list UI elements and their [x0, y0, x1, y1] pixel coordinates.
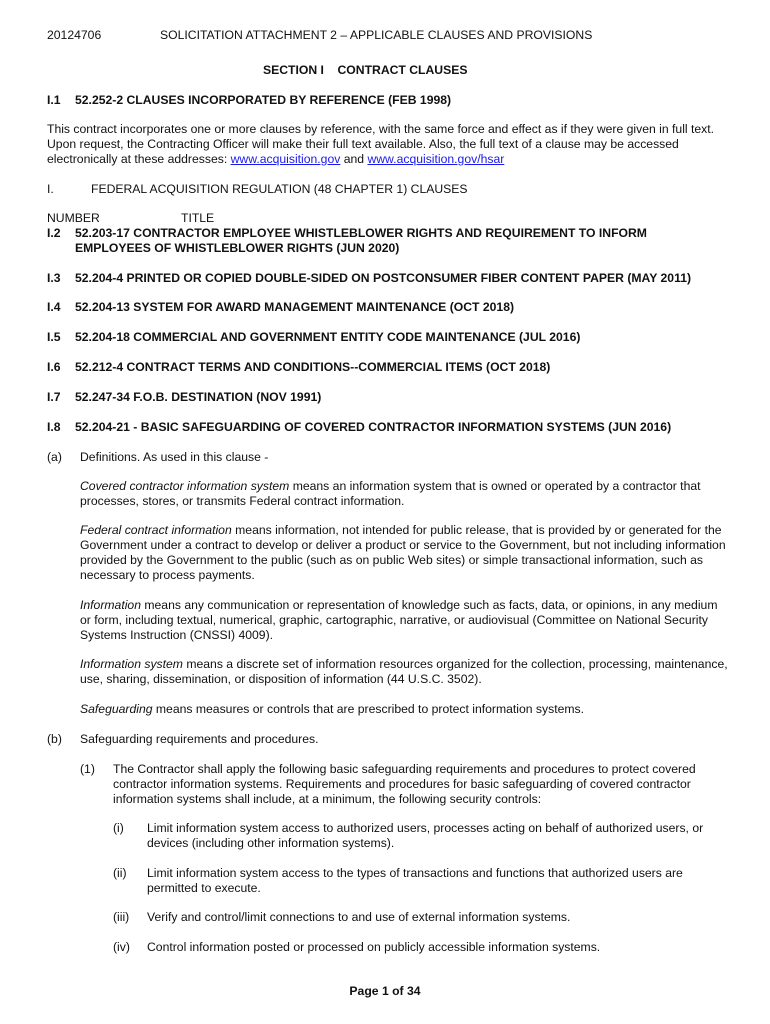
incorporation-paragraph: [47, 122, 719, 167]
definition-text: means any communication or representation of knowledge such as facts, data, or opinions, in any medium or form, including textual, numerical, graphic, cartographic, narrative, or audiovisual (Committee on National Security Systems Instruction (CNSSI) 4009).: [80, 598, 718, 642]
clause-number: I.2: [47, 226, 61, 240]
column-header-title: TITLE: [181, 211, 215, 225]
clause-title: 52.204-18 COMMERCIAL AND GOVERNMENT ENTITY CODE MAINTENANCE (JUL 2016): [75, 330, 581, 344]
clause-number: I.5: [47, 330, 61, 344]
definition-term: Federal contract information: [80, 523, 232, 537]
definition-term: Information: [80, 598, 141, 612]
clause-number: I.4: [47, 300, 61, 314]
hsar-link[interactable]: www.acquisition.gov/hsar: [367, 152, 505, 166]
incorporation-text: This contract incorporates one or more clauses by reference, with the same force and effect as if they were given in full text. Upon request, the Contracting Officer will make their full text available. Also, the full text of a clause may be accessed electronically at these addresses:: [47, 122, 715, 166]
clause-number: I.6: [47, 360, 61, 374]
definition: [80, 657, 728, 687]
and-text: and: [340, 152, 368, 166]
roman-label: (ii): [113, 866, 127, 880]
document-title: SOLICITATION ATTACHMENT 2 – APPLICABLE CLAUSES AND PROVISIONS: [160, 28, 593, 42]
roman-label: (iii): [113, 910, 130, 924]
definition: [80, 598, 728, 643]
definitions-intro: Definitions. As used in this clause -: [80, 450, 269, 464]
definition-text: means a discrete set of information resources organized for the collection, processing, maintenance, use, sharing, dissemination, or disposition of information (44 U.S.C. 3502).: [80, 657, 728, 686]
definition-text: means information, not intended for public release, that is provided by or generated for the Government under a contract to develop or deliver a product or service to the Government, but not including information provided by the Government to the public (such as on public Web sites) or simple transactional information, such as necessary to process payments.: [80, 523, 726, 582]
definition: [80, 523, 728, 583]
paragraph-label: (a): [47, 450, 62, 464]
subparagraph-text: The Contractor shall apply the following basic safeguarding requirements and procedures to protect covered contractor information systems. Requirements and procedures for basic safeguarding of covered contractor information systems shall include, at a minimum, the following security controls:: [113, 762, 696, 806]
page-number: Page 1 of 34: [349, 984, 421, 998]
section-title: SECTION I CONTRACT CLAUSES: [263, 63, 468, 77]
clause-title: 52.204-4 PRINTED OR COPIED DOUBLE-SIDED ON POSTCONSUMER FIBER CONTENT PAPER (MAY 2011): [75, 271, 692, 285]
definition-term: Information system: [80, 657, 183, 671]
clause-title: 52.204-21 - BASIC SAFEGUARDING OF COVERED CONTRACTOR INFORMATION SYSTEMS (JUN 2016): [75, 420, 672, 434]
security-control-text: Verify and control/limit connections to and use of external information systems.: [147, 910, 571, 924]
clause-number: I.3: [47, 271, 61, 285]
clause-number: I.1: [47, 93, 61, 107]
clause-number: I.7: [47, 390, 61, 404]
security-control-text: Limit information system access to authorized users, processes acting on behalf of authorized users, or devices (including other information systems).: [147, 821, 704, 850]
clause-title: 52.212-4 CONTRACT TERMS AND CONDITIONS--COMMERCIAL ITEMS (OCT 2018): [75, 360, 551, 374]
clause-title: 52.252-2 CLAUSES INCORPORATED BY REFERENCE (FEB 1998): [75, 93, 452, 107]
paragraph-label: (b): [47, 732, 62, 746]
far-heading-number: I.: [47, 182, 54, 196]
definition-text: means an information system that is owned or operated by a contractor that processes, stores, or transmits Federal contract information.: [80, 479, 701, 508]
far-heading-title: FEDERAL ACQUISITION REGULATION (48 CHAPTER 1) CLAUSES: [91, 182, 468, 196]
definition-text: means measures or controls that are prescribed to protect information systems.: [152, 702, 584, 716]
document-number: 20124706: [47, 28, 102, 42]
clause-number: I.8: [47, 420, 61, 434]
safeguarding-intro: Safeguarding requirements and procedures.: [80, 732, 319, 746]
definition: [80, 479, 728, 509]
clause-title: 52.247-34 F.O.B. DESTINATION (NOV 1991): [75, 390, 322, 404]
definition: [80, 702, 728, 717]
security-control-text: Limit information system access to the types of transactions and functions that authorized users are permitted to execute.: [147, 866, 683, 895]
column-header-number: NUMBER: [47, 211, 100, 225]
subparagraph-label: (1): [80, 762, 95, 776]
roman-label: (iv): [113, 940, 130, 954]
definition-term: Covered contractor information system: [80, 479, 290, 493]
roman-label: (i): [113, 821, 124, 835]
clause-title: 52.203-17 CONTRACTOR EMPLOYEE WHISTLEBLOWER RIGHTS AND REQUIREMENT TO INFORM EMPLOYEES OF WHISTLEBLOWER RIGHTS (JUN 2020): [75, 226, 647, 255]
clause-title: 52.204-13 SYSTEM FOR AWARD MANAGEMENT MAINTENANCE (OCT 2018): [75, 300, 515, 314]
definition-term: Safeguarding: [80, 702, 153, 716]
security-control-text: Control information posted or processed on publicly accessible information systems.: [147, 940, 601, 954]
acquisition-gov-link[interactable]: www.acquisition.gov: [230, 152, 341, 166]
